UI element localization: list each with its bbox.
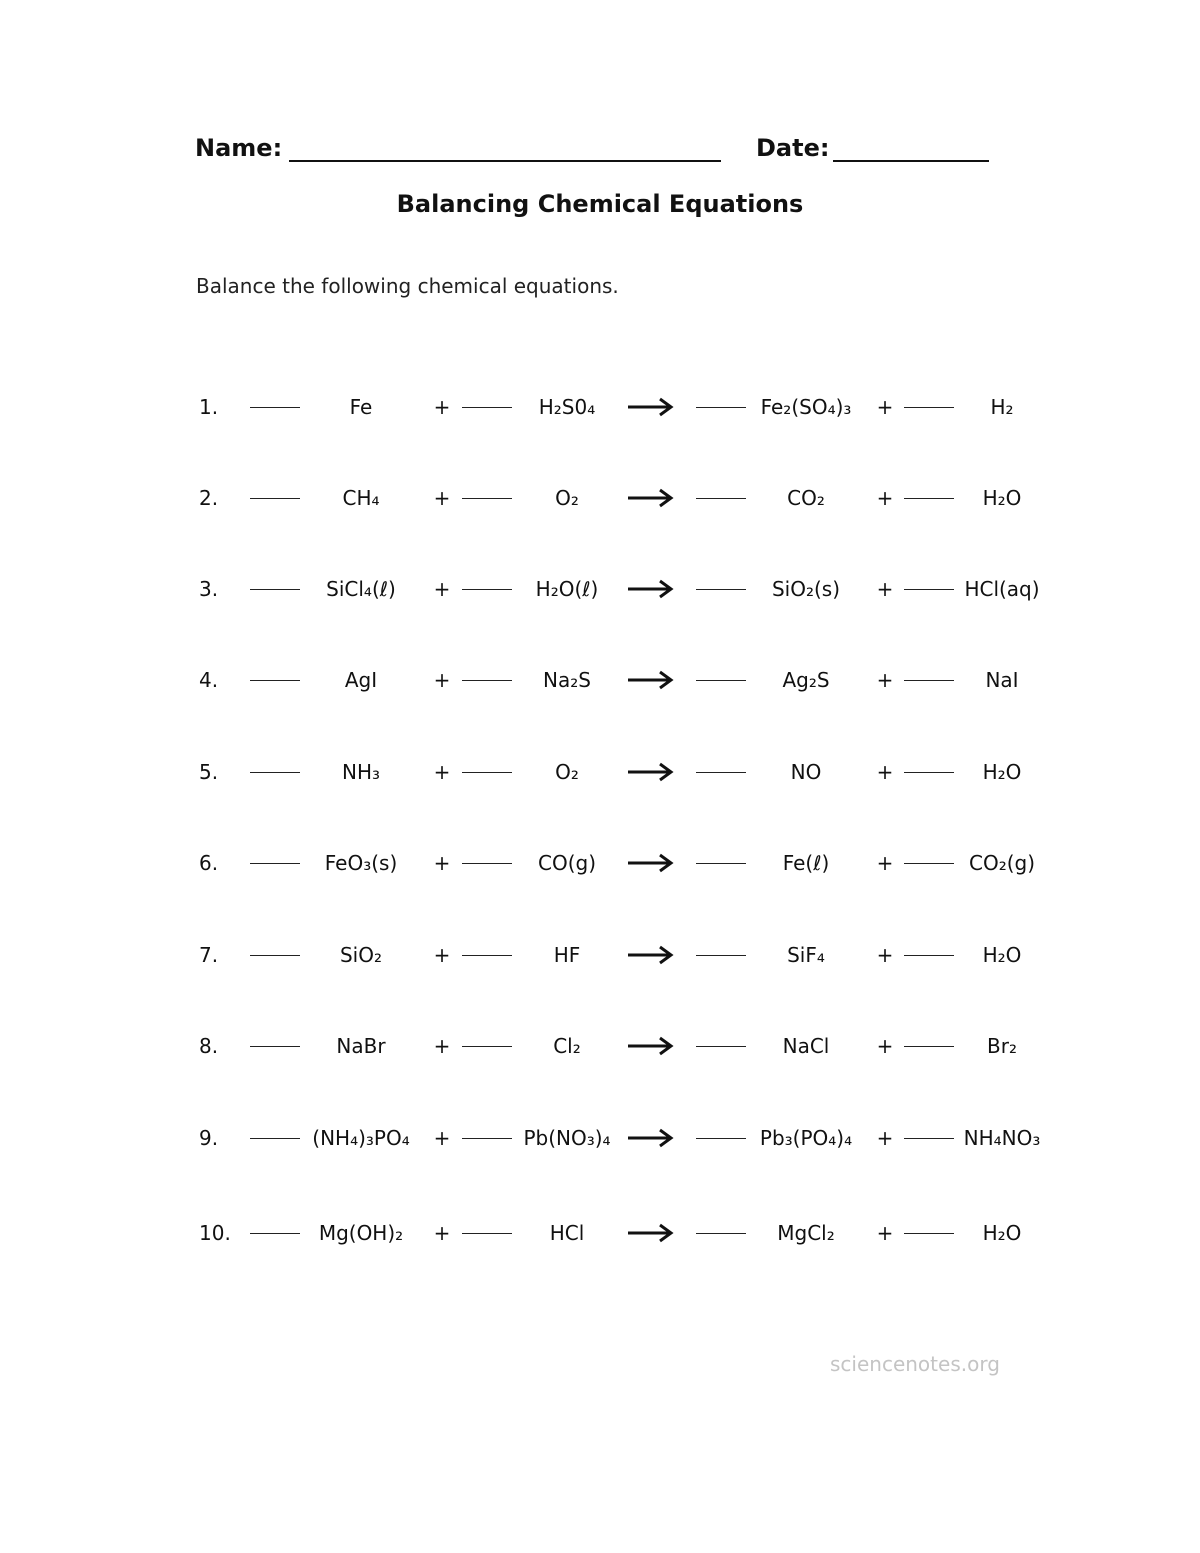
reactant-2: HF	[553, 943, 581, 967]
equation-row	[0, 387, 1200, 427]
coefficient-blank[interactable]	[904, 1118, 954, 1139]
coefficient-blank[interactable]	[462, 569, 512, 590]
equation-row	[0, 843, 1200, 883]
product-2: HCl(aq)	[964, 577, 1040, 601]
right-arrow-icon	[626, 1026, 676, 1066]
product-1: MgCl₂	[777, 1221, 835, 1245]
reactant-2: O₂	[555, 486, 579, 510]
coefficient-blank[interactable]	[696, 1213, 746, 1234]
product-1: SiO₂(s)	[771, 577, 841, 601]
equation-number: 7.	[199, 943, 219, 967]
product-2: H₂	[990, 395, 1014, 419]
name-field[interactable]	[289, 160, 721, 162]
right-arrow-icon	[626, 660, 676, 700]
product-2: H₂O	[982, 943, 1022, 967]
coefficient-blank[interactable]	[250, 478, 300, 499]
coefficient-blank[interactable]	[696, 569, 746, 590]
coefficient-blank[interactable]	[696, 935, 746, 956]
equation-row	[0, 569, 1200, 609]
reactant-2: H₂S0₄	[538, 395, 596, 419]
coefficient-blank[interactable]	[250, 569, 300, 590]
coefficient-blank[interactable]	[696, 660, 746, 681]
equation-number: 1.	[199, 395, 219, 419]
coefficient-blank[interactable]	[462, 752, 512, 773]
plus-sign: +	[876, 851, 894, 875]
plus-sign: +	[876, 1034, 894, 1058]
reactant-1: FeO₃(s)	[324, 851, 398, 875]
product-2: NaI	[985, 668, 1019, 692]
equation-number: 8.	[199, 1034, 219, 1058]
coefficient-blank[interactable]	[696, 478, 746, 499]
coefficient-blank[interactable]	[696, 843, 746, 864]
equation-number: 9.	[199, 1126, 219, 1150]
date-label: Date:	[756, 134, 830, 162]
right-arrow-icon	[626, 387, 676, 427]
plus-sign: +	[433, 760, 451, 784]
right-arrow-icon	[626, 1213, 676, 1253]
equation-number: 10.	[199, 1221, 231, 1245]
coefficient-blank[interactable]	[904, 387, 954, 408]
plus-sign: +	[433, 486, 451, 510]
plus-sign: +	[876, 577, 894, 601]
reactant-2: H₂O(ℓ)	[535, 577, 599, 601]
coefficient-blank[interactable]	[462, 387, 512, 408]
page-title: Balancing Chemical Equations	[396, 190, 804, 218]
equation-row	[0, 752, 1200, 792]
reactant-1: (NH₄)₃PO₄	[312, 1126, 410, 1150]
equation-row	[0, 935, 1200, 975]
reactant-1: SiO₂	[339, 943, 382, 967]
reactant-1: Fe	[349, 395, 373, 419]
equation-row	[0, 660, 1200, 700]
product-2: H₂O	[982, 1221, 1022, 1245]
coefficient-blank[interactable]	[696, 387, 746, 408]
plus-sign: +	[433, 1221, 451, 1245]
right-arrow-icon	[626, 569, 676, 609]
reactant-2: HCl	[549, 1221, 585, 1245]
coefficient-blank[interactable]	[696, 752, 746, 773]
reactant-2: O₂	[555, 760, 579, 784]
right-arrow-icon	[626, 1118, 676, 1158]
reactant-1: CH₄	[342, 486, 380, 510]
coefficient-blank[interactable]	[462, 843, 512, 864]
equation-row	[0, 1026, 1200, 1066]
plus-sign: +	[433, 1034, 451, 1058]
reactant-2: Cl₂	[553, 1034, 581, 1058]
plus-sign: +	[876, 395, 894, 419]
equation-number: 5.	[199, 760, 219, 784]
plus-sign: +	[433, 1126, 451, 1150]
equation-number: 2.	[199, 486, 219, 510]
coefficient-blank[interactable]	[462, 1026, 512, 1047]
coefficient-blank[interactable]	[904, 478, 954, 499]
coefficient-blank[interactable]	[904, 1213, 954, 1234]
coefficient-blank[interactable]	[904, 935, 954, 956]
coefficient-blank[interactable]	[904, 1026, 954, 1047]
product-1: Fe₂(SO₄)₃	[760, 395, 852, 419]
product-2: CO₂(g)	[968, 851, 1036, 875]
coefficient-blank[interactable]	[462, 935, 512, 956]
product-2: H₂O	[982, 760, 1022, 784]
reactant-2: CO(g)	[537, 851, 596, 875]
product-1: CO₂	[787, 486, 825, 510]
equation-number: 6.	[199, 851, 219, 875]
product-1: SiF₄	[787, 943, 825, 967]
coefficient-blank[interactable]	[250, 752, 300, 773]
coefficient-blank[interactable]	[904, 752, 954, 773]
equation-row	[0, 478, 1200, 518]
right-arrow-icon	[626, 752, 676, 792]
equation-number: 4.	[199, 668, 219, 692]
plus-sign: +	[433, 851, 451, 875]
right-arrow-icon	[626, 843, 676, 883]
coefficient-blank[interactable]	[250, 387, 300, 408]
coefficient-blank[interactable]	[250, 660, 300, 681]
plus-sign: +	[433, 395, 451, 419]
coefficient-blank[interactable]	[250, 843, 300, 864]
equation-row	[0, 1118, 1200, 1158]
coefficient-blank[interactable]	[462, 478, 512, 499]
coefficient-blank[interactable]	[250, 935, 300, 956]
reactant-2: Pb(NO₃)₄	[523, 1126, 611, 1150]
product-1: Ag₂S	[782, 668, 830, 692]
plus-sign: +	[876, 1126, 894, 1150]
plus-sign: +	[876, 760, 894, 784]
coefficient-blank[interactable]	[462, 660, 512, 681]
product-1: NaCl	[782, 1034, 830, 1058]
coefficient-blank[interactable]	[250, 1026, 300, 1047]
date-field[interactable]	[833, 160, 989, 162]
product-2: Br₂	[987, 1034, 1017, 1058]
reactant-1: AgI	[344, 668, 378, 692]
reactant-2: Na₂S	[543, 668, 591, 692]
product-2: H₂O	[982, 486, 1022, 510]
coefficient-blank[interactable]	[904, 660, 954, 681]
right-arrow-icon	[626, 935, 676, 975]
header-row	[195, 130, 995, 170]
coefficient-blank[interactable]	[904, 569, 954, 590]
reactant-1: Mg(OH)₂	[318, 1221, 404, 1245]
plus-sign: +	[876, 486, 894, 510]
coefficient-blank[interactable]	[696, 1118, 746, 1139]
watermark: sciencenotes.org	[830, 1352, 1000, 1376]
instructions: Balance the following chemical equations.	[196, 274, 619, 298]
reactant-1: NaBr	[336, 1034, 386, 1058]
equation-row	[0, 1213, 1200, 1253]
plus-sign: +	[876, 943, 894, 967]
reactant-1: SiCl₄(ℓ)	[326, 577, 396, 601]
equation-number: 3.	[199, 577, 219, 601]
coefficient-blank[interactable]	[904, 843, 954, 864]
coefficient-blank[interactable]	[250, 1118, 300, 1139]
coefficient-blank[interactable]	[462, 1213, 512, 1234]
plus-sign: +	[433, 668, 451, 692]
right-arrow-icon	[626, 478, 676, 518]
product-2: NH₄NO₃	[963, 1126, 1041, 1150]
product-1: NO	[790, 760, 822, 784]
coefficient-blank[interactable]	[250, 1213, 300, 1234]
plus-sign: +	[433, 577, 451, 601]
coefficient-blank[interactable]	[462, 1118, 512, 1139]
plus-sign: +	[876, 668, 894, 692]
reactant-1: NH₃	[341, 760, 381, 784]
name-label: Name:	[195, 134, 283, 162]
plus-sign: +	[876, 1221, 894, 1245]
coefficient-blank[interactable]	[696, 1026, 746, 1047]
product-1: Fe(ℓ)	[782, 851, 830, 875]
product-1: Pb₃(PO₄)₄	[759, 1126, 853, 1150]
plus-sign: +	[433, 943, 451, 967]
